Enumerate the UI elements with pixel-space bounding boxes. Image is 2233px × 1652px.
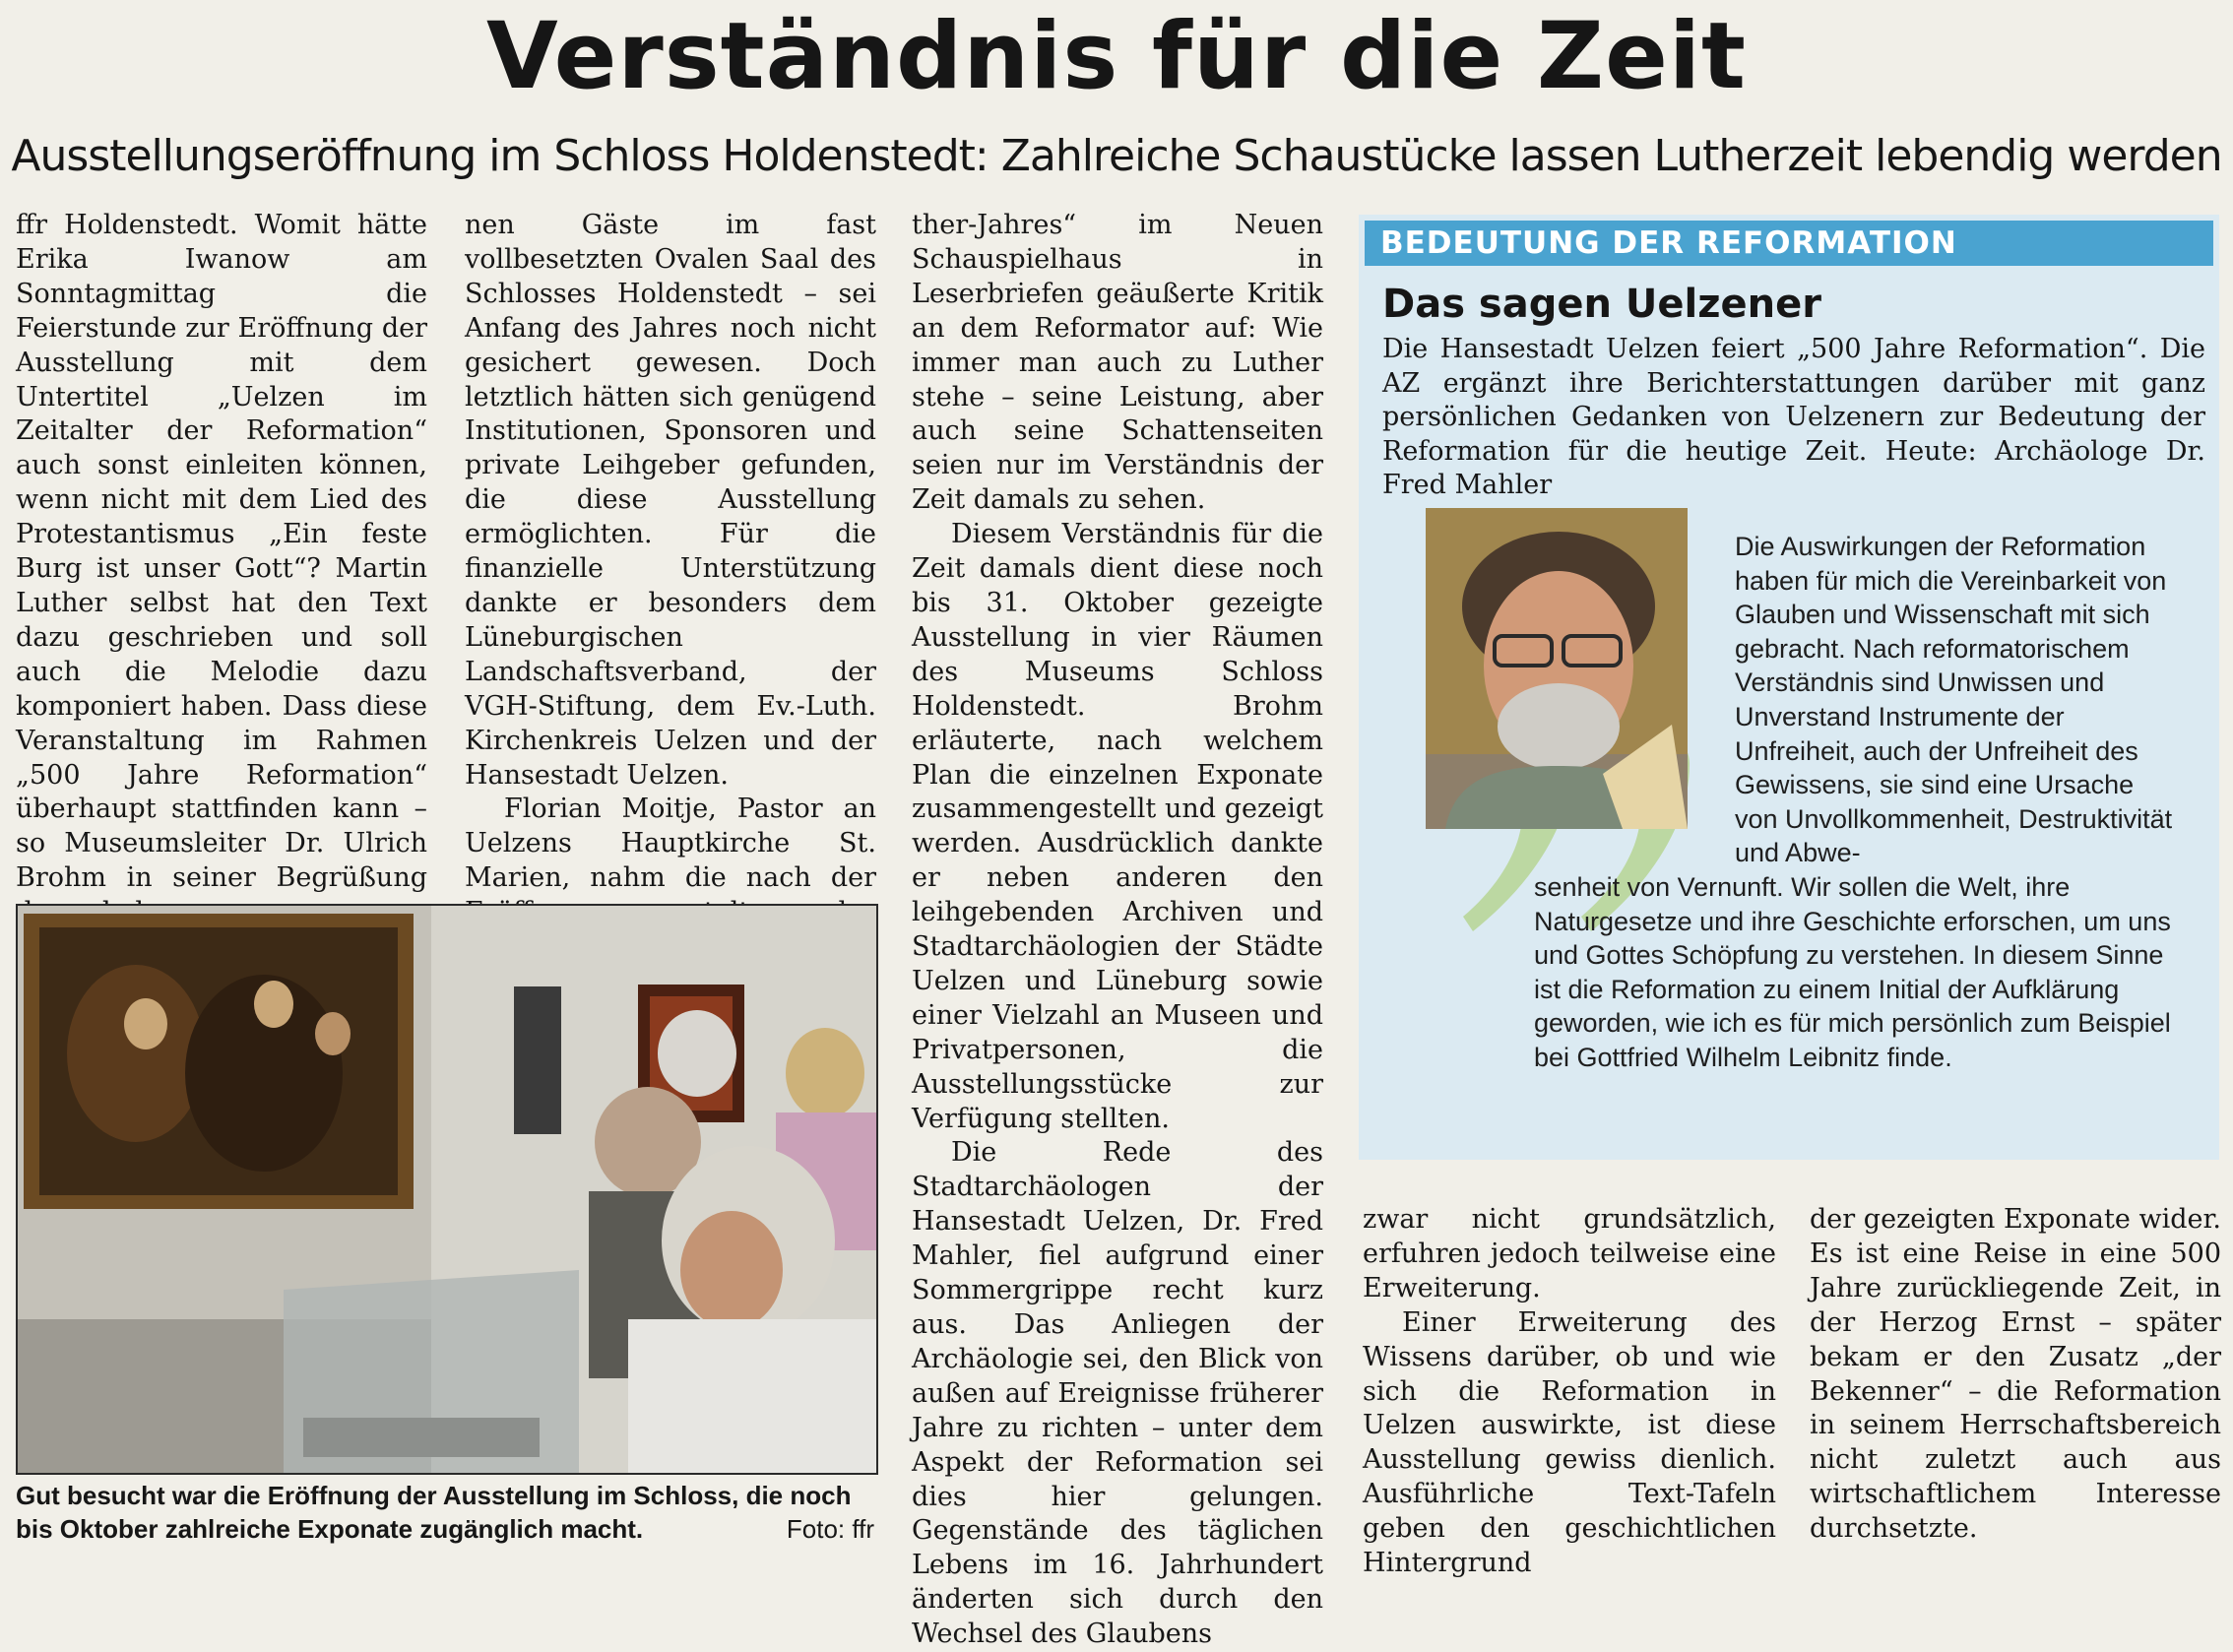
column-3-paragraph-1: ther-Jahres“ im Neuen Schauspielhaus in Leserbriefen geäußerte Kritik an dem Reformator auf: Wie immer man auch zu Luther stehe – seine Leistung, aber auch seine Schattenseiten seien nur im Verständnis der Zeit damals zu sehen. bbox=[912, 210, 1323, 516]
quote-text-part-1: Die Auswirkungen der Reformation haben für mich die Vereinbarkeit von Glauben und Wissenschaft mit sich gebracht. Nach reformatorischem Verständnis sind Unwissen und Unverstand Instrumente der Unfreiheit, auch der Unfreiheit des Gewissens, sie sind eine Ursache von Unvollkommenheit, Destruktivität und Abwe- bbox=[1735, 532, 2173, 868]
column-4-paragraph-2: Einer Erweiterung des Wissens darüber, ob und wie sich die Reformation in Uelzen auswirkte, ist diese Ausstellung gewiss dienlich. Ausführliche Text-Tafeln geben den geschichtlichen Hintergrund bbox=[1363, 1306, 1776, 1579]
article-column-2 bbox=[465, 209, 876, 965]
article-column-5 bbox=[1810, 1203, 2221, 1547]
headline: Verständnis für die Zeit bbox=[485, 3, 1747, 110]
article-column-4 bbox=[1363, 1203, 1776, 1581]
column-3-paragraph-2: Diesem Verständnis für die Zeit damals dient diese noch bis 31. Oktober gezeigte Ausstellung in vier Räumen des Museums Schloss Holdenstedt. Brohm erläuterte, nach welchem Plan die einzelnen Exponate zusammengestellt und gezeigt werden. Ausdrücklich dankte er neben anderen den leihgebenden Archiven und Stadtarchäologien der Städte Uelzen und Lüneburg sowie einer Vielzahl an Museen und Privatpersonen, die Ausstellungsstücke zur Verfügung stellten. bbox=[912, 519, 1323, 1134]
column-5-text: der gezeigten Exponate wider. Es ist eine Reise in eine 500 Jahre zurückliegende Zeit, in der Herzog Ernst – später bekam er den Zusatz „der Bekenner“ – die Reformation in seinem Herrschaftsbereich nicht zuletzt auch aus wirtschaftlichem Interesse durchsetzte. bbox=[1810, 1204, 2221, 1545]
portrait-photo bbox=[1426, 508, 1688, 829]
sidebar-header: BEDEUTUNG DER REFORMATION bbox=[1365, 221, 2213, 266]
sidebar-intro: Die Hansestadt Uelzen feiert „500 Jahre Reformation“. Die AZ ergänzt ihre Berichterstattungen darüber mit ganz persönlichen Gedanken von Uelzenern zur Bedeutung der Reformation für die heutige Zeit. Heute: Archäologe Dr. Fred Mahler bbox=[1382, 334, 2205, 500]
portrait-illustration bbox=[1426, 508, 1688, 829]
article-column-3 bbox=[912, 209, 1323, 1652]
column-2-paragraph-1: nen Gäste im fast vollbesetzten Ovalen Saal des Schlosses Holdenstedt – sei Anfang des Jahres noch nicht gesichert gewesen. Doch letztlich hätten sich genügend Institutionen, Sponsoren und private Leihgeber gefunden, die diese Ausstellung ermöglichten. Für die finanzielle Unterstützung dankte er besonders dem Lüneburgischen Landschaftsverband, der VGH-Stiftung, dem Ev.-Luth. Kirchenkreis Uelzen und der Hansestadt Uelzen. bbox=[465, 210, 876, 791]
photo-caption bbox=[16, 1479, 874, 1546]
subheadline: Ausstellungseröffnung im Schloss Holdenstedt: Zahlreiche Schaustücke lassen Lutherzeit lebendig werden bbox=[11, 131, 2222, 181]
article-column-1 bbox=[16, 209, 427, 930]
sidebar-title: Das sagen Uelzener bbox=[1382, 282, 1821, 327]
column-1-text: ffr Holdenstedt. Womit hätte Erika Iwanow am Sonntagmittag die Feierstunde zur Eröffnung der Ausstellung mit dem Untertitel „Uelzen im Zeitalter der Reformation“ auch sonst einleiten können, wenn nicht mit dem Lied des Protestantismus „Ein feste Burg ist unser Gott“? Martin Luther selbst hat den Text dazu geschrieben und soll auch die Melodie dazu komponiert haben. Dass diese Veranstaltung im Rahmen „500 Jahre Reformation“ überhaupt stattfinden kann – so Museumsleiter Dr. Ulrich Brohm in seiner Begrüßung bbox=[16, 210, 427, 894]
column-3-paragraph-3: Die Rede des Stadtarchäologen der Hansestadt Uelzen, Dr. Fred Mahler, fiel aufgrund einer Sommergrippe recht kurz aus. Das Anliegen der Archäologie sei, den Blick von außen auf Ereignisse früherer Jahre zu richten – unter dem Aspekt der Reformation sei dies hier gelungen. Gegenstände des täglichen Lebens im 16. Jahrhundert änderten sich durch den Wechsel des Glaubens bbox=[912, 1137, 1323, 1650]
exhibition-photo-illustration bbox=[18, 906, 876, 1473]
quote-text-part-2: senheit von Vernunft. Wir sollen die Welt, ihre Naturgesetze und ihre Geschichte erforschen, um uns und Gottes Schöpfung zu verstehen. In diesem Sinne ist die Reformation zu einem Initial der Aufklärung geworden, wie ich es für mich persönlich zum Beispiel bei Gottfried Wilhelm Leibnitz finde. bbox=[1534, 872, 2171, 1072]
caption-text: Gut besucht war die Eröffnung der Ausstellung im Schloss, die noch bis Oktober zahlreiche Exponate zugänglich macht. bbox=[16, 1481, 852, 1544]
exhibition-photo bbox=[16, 904, 878, 1475]
sidebar-box bbox=[1359, 215, 2219, 1160]
photo-credit: Foto: ffr bbox=[786, 1514, 874, 1544]
column-2-paragraph-2: Florian Moitje, Pastor an Uelzens Hauptkirche St. Marien, nahm die nach der bbox=[465, 794, 876, 894]
column-4-paragraph-1: zwar nicht grundsätzlich, erfuhren jedoch teilweise eine Erweiterung. bbox=[1363, 1204, 1776, 1303]
